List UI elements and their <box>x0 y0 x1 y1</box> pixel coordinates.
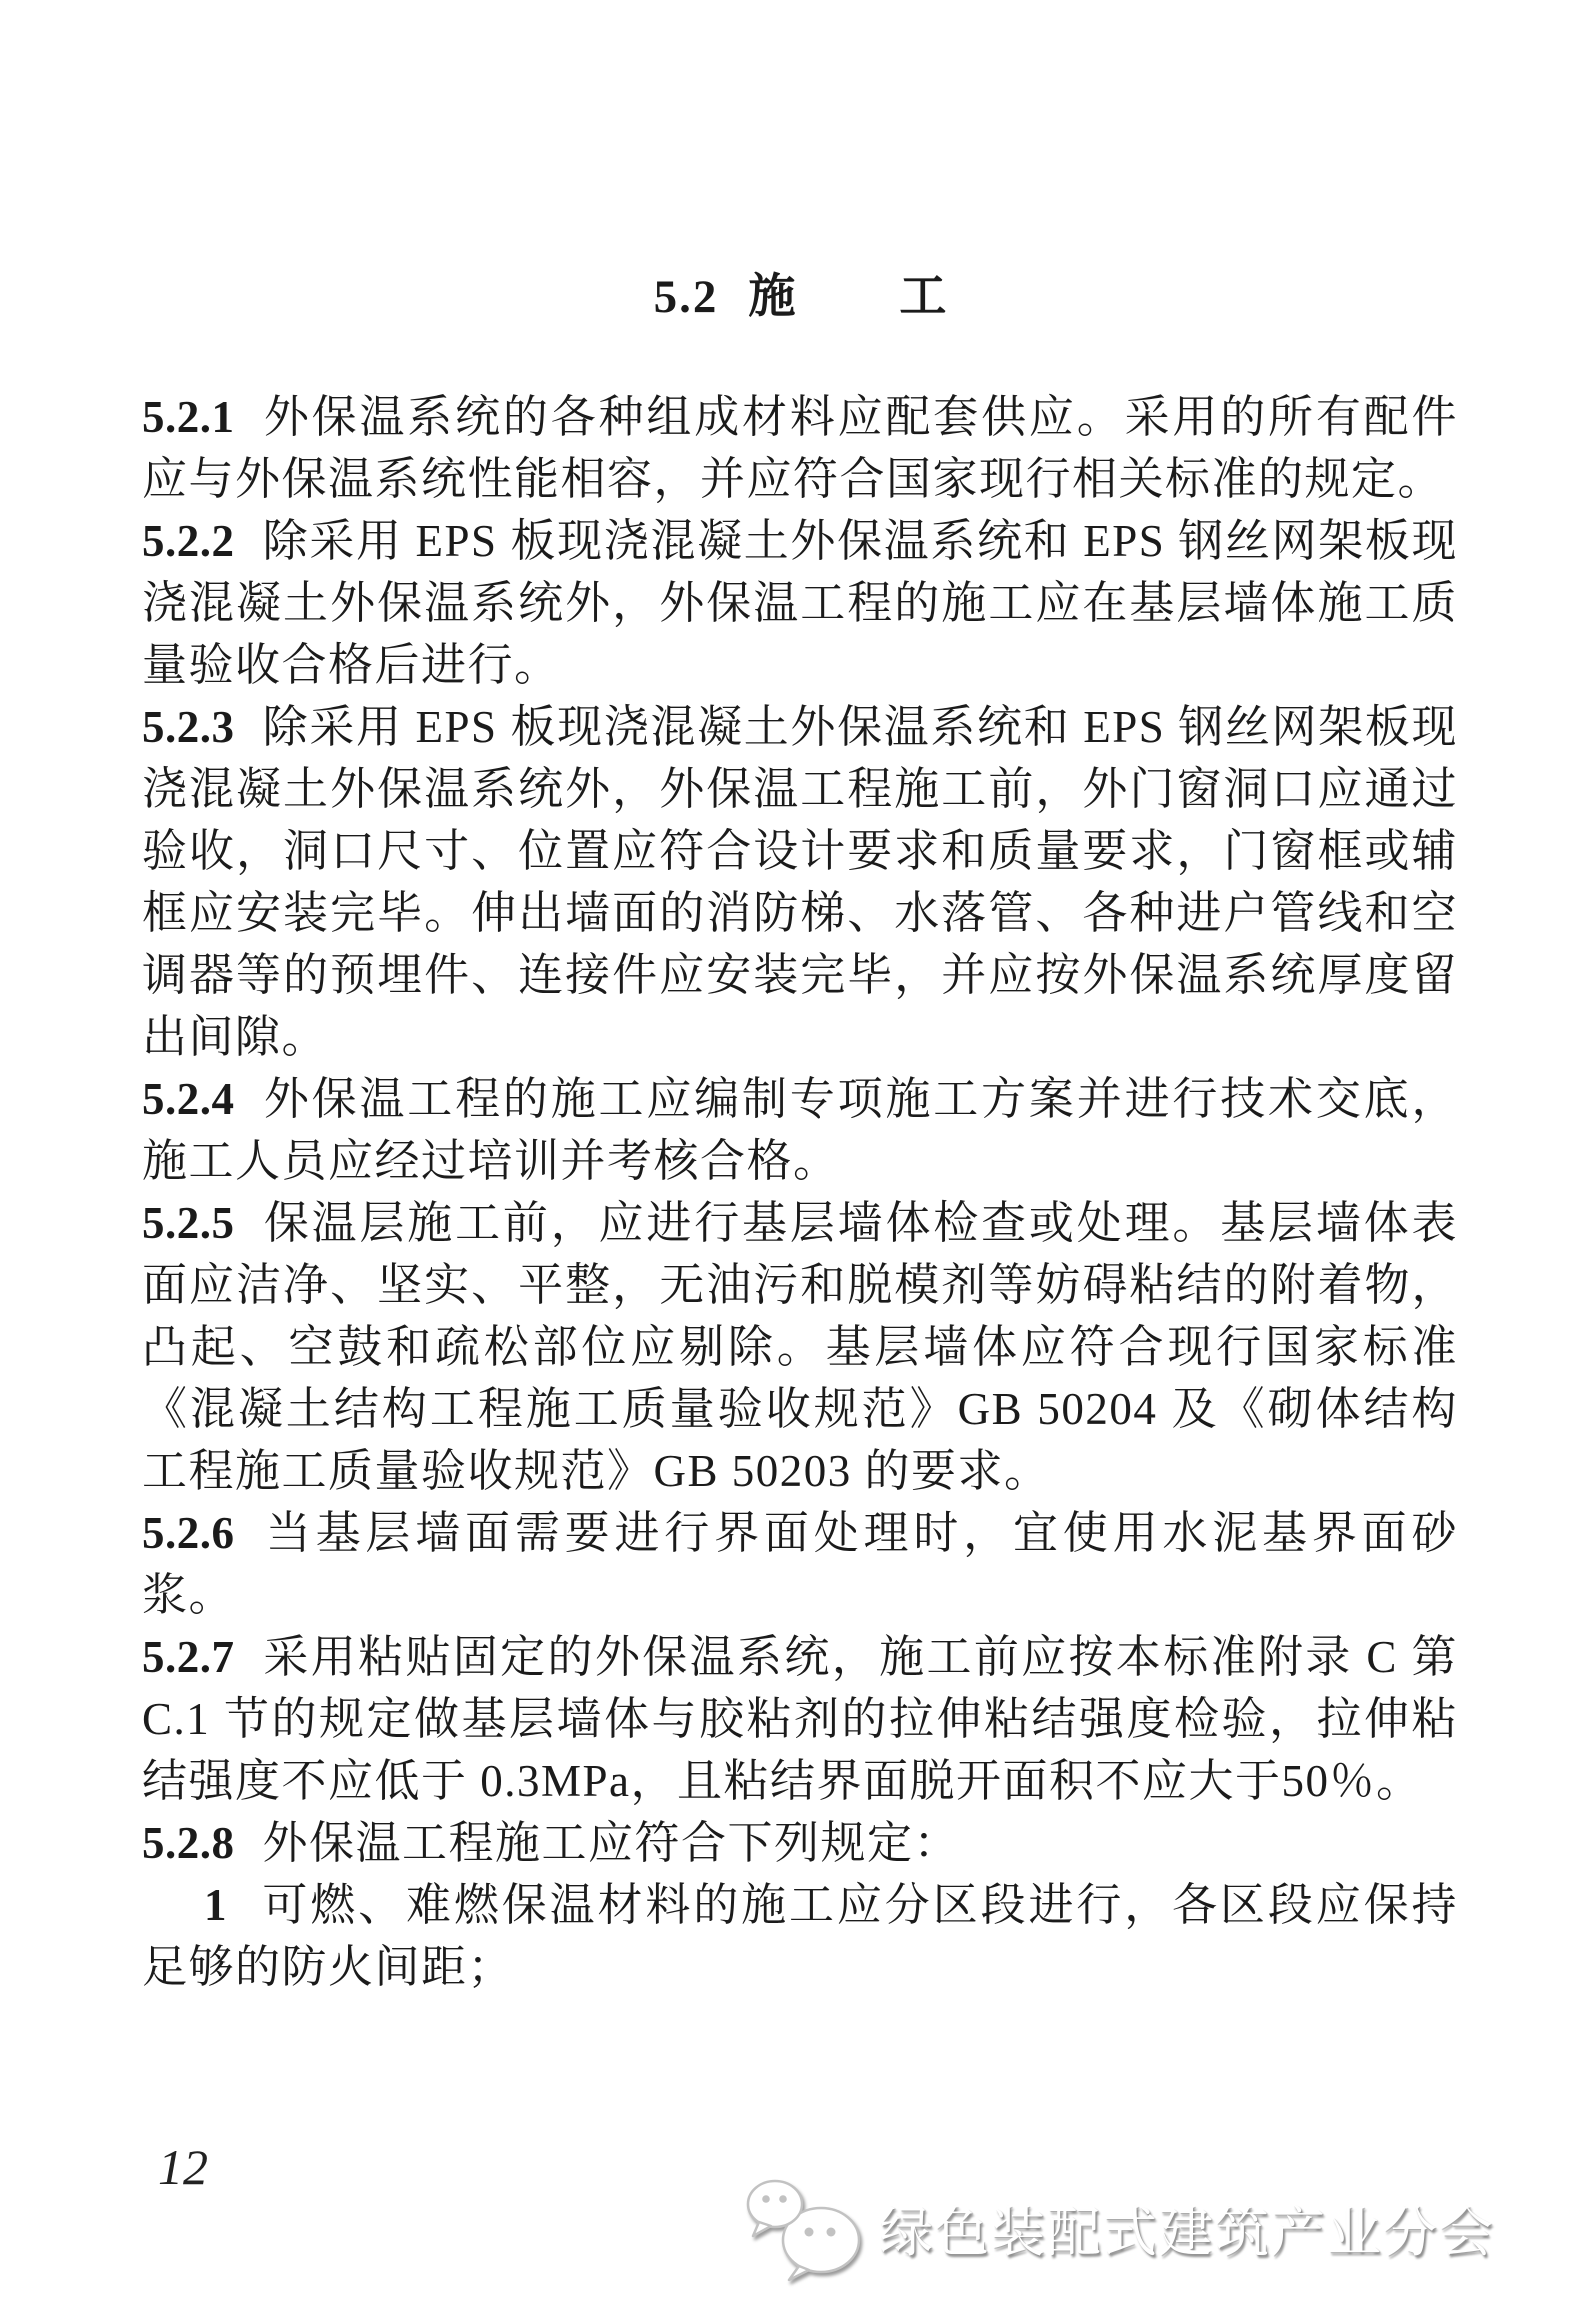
clause-text: 外保温系统的各种组成材料应配套供应。采用的所有配件应与外保温系统性能相容，并应符合国家现行相关标准的规定。 <box>142 391 1458 504</box>
page-number: 12 <box>158 2139 208 2195</box>
watermark <box>745 2178 1495 2287</box>
section-heading-number: 5.2 <box>653 271 719 323</box>
clause-number: 5.2.1 <box>142 391 235 442</box>
clause-5-2-8 <box>142 1812 1458 1874</box>
sub-item-text: 可燃、难燃保温材料的施工应分区段进行，各区段应保持足够的防火间距； <box>142 1879 1458 1992</box>
clause-text: 外保温工程施工应符合下列规定： <box>262 1817 961 1868</box>
clause-text: 当基层墙面需要进行界面处理时，宜使用水泥基界面砂浆。 <box>142 1507 1458 1620</box>
clause-number: 5.2.6 <box>142 1507 235 1558</box>
clause-number: 5.2.7 <box>142 1631 235 1682</box>
clause-text: 保温层施工前，应进行基层墙体检查或处理。基层墙体表面应洁净、坚实、平整，无油污和脱模剂等妨碍粘结的附着物，凸起、空鼓和疏松部位应剔除。基层墙体应符合现行国家标准《混凝土结构工程施工质量验收规范》GB 50204 及《砌体结构工程施工质量验收规范》GB 50203 的要求。 <box>142 1197 1458 1496</box>
clause-number: 5.2.8 <box>142 1817 235 1868</box>
sub-item-number: 1 <box>204 1879 227 1930</box>
section-heading-word2: 工 <box>899 271 947 323</box>
clause-number: 5.2.5 <box>142 1197 235 1248</box>
clause-5-2-4 <box>142 1068 1458 1192</box>
section-heading-word1: 施 <box>748 271 796 323</box>
clause-5-2-2 <box>142 510 1458 696</box>
clause-5-2-3 <box>142 696 1458 1068</box>
clause-number: 5.2.2 <box>142 515 235 566</box>
sub-item-1 <box>142 1874 1458 1998</box>
clause-number: 5.2.3 <box>142 701 235 752</box>
clause-5-2-7 <box>142 1626 1458 1812</box>
watermark-text: 绿色装配式建筑产业分会 <box>879 2202 1495 2263</box>
clause-5-2-5 <box>142 1192 1458 1502</box>
section-heading <box>142 272 1458 324</box>
page-content <box>142 272 1458 1998</box>
clause-number: 5.2.4 <box>142 1073 235 1124</box>
clause-text: 除采用 EPS 板现浇混凝土外保温系统和 EPS 钢丝网架板现浇混凝土外保温系统外，外保温工程的施工应在基层墙体施工质量验收合格后进行。 <box>142 515 1458 690</box>
clause-5-2-6 <box>142 1502 1458 1626</box>
wechat-icon <box>745 2178 865 2287</box>
clause-text: 外保温工程的施工应编制专项施工方案并进行技术交底，施工人员应经过培训并考核合格。 <box>142 1073 1458 1186</box>
clause-text: 除采用 EPS 板现浇混凝土外保温系统和 EPS 钢丝网架板现浇混凝土外保温系统外，外保温工程施工前，外门窗洞口应通过验收，洞口尺寸、位置应符合设计要求和质量要求，门窗框或辅框应安装完毕。伸出墙面的消防梯、水落管、各种进户管线和空调器等的预埋件、连接件应安装完毕，并应按外保温系统厚度留出间隙。 <box>142 701 1458 1062</box>
clause-5-2-1 <box>142 386 1458 510</box>
clause-text: 采用粘贴固定的外保温系统，施工前应按本标准附录 C 第 C.1 节的规定做基层墙体与胶粘剂的拉伸粘结强度检验，拉伸粘结强度不应低于 0.3MPa，且粘结界面脱开面积不应大于50％。 <box>142 1631 1458 1806</box>
